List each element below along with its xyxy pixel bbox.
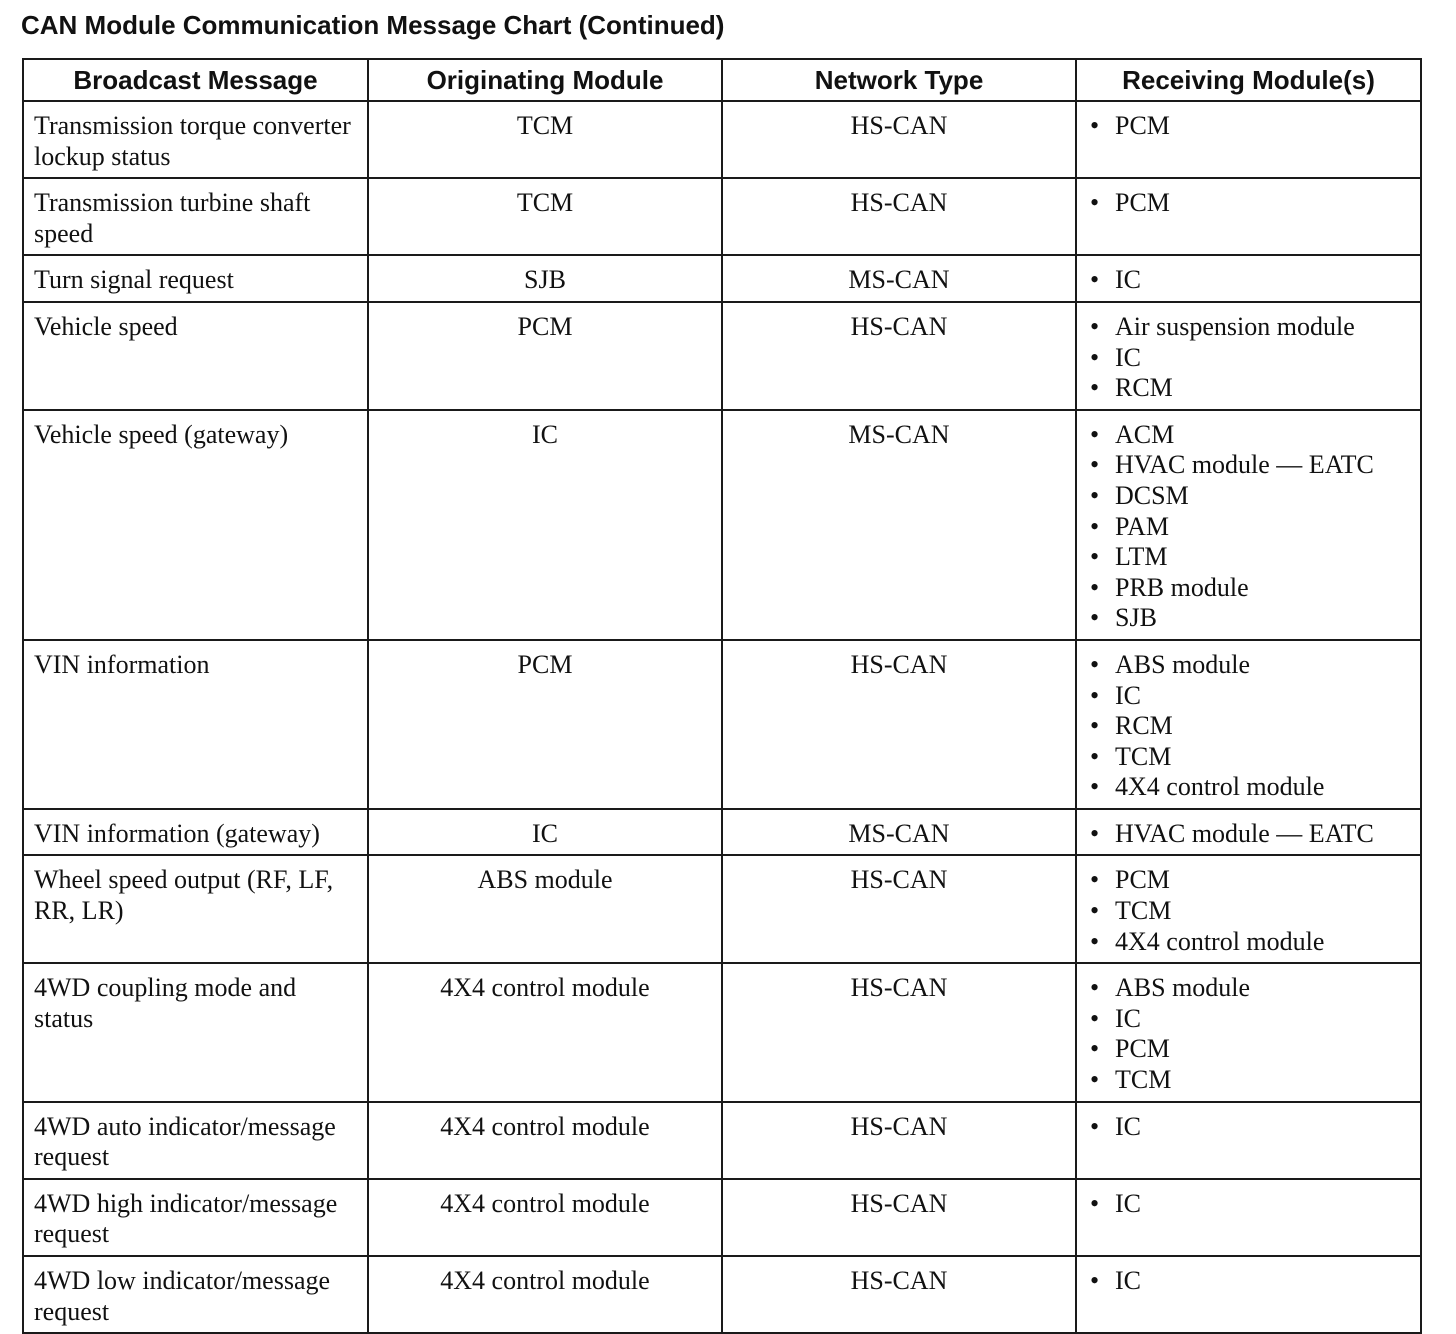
table-header-row [23,59,1421,101]
receiving-module-item: • HVAC module — EATC [1087,819,1410,850]
receiving-module-item: • ABS module [1087,973,1410,1004]
receiving-modules-list [1087,1266,1410,1297]
receiving-module-item: • 4X4 control module [1087,772,1410,803]
originating-module-cell: PCM [368,640,722,809]
receiving-module-item: • IC [1087,681,1410,712]
receiving-module-item: • ABS module [1087,650,1410,681]
originating-module-cell: SJB [368,255,722,302]
receiving-module-item: • IC [1087,1266,1410,1297]
receiving-modules-list [1087,865,1410,957]
table-row [23,963,1421,1101]
originating-module-cell: PCM [368,302,722,410]
broadcast-message-cell: 4WD auto indicator/message request [23,1102,368,1179]
receiving-modules-cell [1076,1179,1421,1256]
receiving-module-item: • SJB [1087,603,1410,634]
receiving-module-item: • IC [1087,1189,1410,1220]
receiving-module-item: • TCM [1087,896,1410,927]
broadcast-message-cell: Transmission turbine shaft speed [23,178,368,255]
network-type-cell: HS-CAN [722,101,1076,178]
receiving-module-item: • IC [1087,265,1410,296]
network-type-cell: HS-CAN [722,855,1076,963]
receiving-module-item: • Air suspension module [1087,312,1410,343]
table-row [23,1179,1421,1256]
receiving-modules-list [1087,188,1410,219]
header-receiving-modules: Receiving Module(s) [1076,59,1421,101]
network-type-cell: HS-CAN [722,302,1076,410]
receiving-modules-list [1087,111,1410,142]
header-network-type: Network Type [722,59,1076,101]
receiving-module-item: • PAM [1087,512,1410,543]
receiving-module-item: • RCM [1087,373,1410,404]
receiving-modules-cell [1076,255,1421,302]
broadcast-message-cell: Turn signal request [23,255,368,302]
receiving-modules-list [1087,420,1410,634]
broadcast-message-cell: 4WD coupling mode and status [23,963,368,1101]
network-type-cell: MS-CAN [722,809,1076,856]
originating-module-cell: 4X4 control module [368,1102,722,1179]
table-row [23,809,1421,856]
receiving-modules-cell [1076,809,1421,856]
originating-module-cell: 4X4 control module [368,963,722,1101]
receiving-module-item: • TCM [1087,1065,1410,1096]
receiving-module-item: • LTM [1087,542,1410,573]
table-row [23,255,1421,302]
table-row [23,855,1421,963]
receiving-module-item: • PRB module [1087,573,1410,604]
network-type-cell: HS-CAN [722,1102,1076,1179]
receiving-module-item: • RCM [1087,711,1410,742]
originating-module-cell: TCM [368,178,722,255]
receiving-modules-cell [1076,178,1421,255]
network-type-cell: HS-CAN [722,1256,1076,1333]
receiving-module-item: • PCM [1087,111,1410,142]
receiving-modules-cell [1076,410,1421,640]
receiving-modules-cell [1076,302,1421,410]
table-row [23,410,1421,640]
receiving-modules-list [1087,973,1410,1095]
header-originating-module: Originating Module [368,59,722,101]
table-row [23,101,1421,178]
broadcast-message-cell: Transmission torque converter lockup status [23,101,368,178]
network-type-cell: HS-CAN [722,640,1076,809]
originating-module-cell: ABS module [368,855,722,963]
broadcast-message-cell: VIN information (gateway) [23,809,368,856]
receiving-module-item: • HVAC module — EATC [1087,450,1410,481]
receiving-modules-list [1087,1112,1410,1143]
receiving-modules-cell [1076,855,1421,963]
broadcast-message-cell: 4WD low indicator/message request [23,1256,368,1333]
broadcast-message-cell: Vehicle speed [23,302,368,410]
network-type-cell: HS-CAN [722,1179,1076,1256]
receiving-module-item: • ACM [1087,420,1410,451]
table-body [23,101,1421,1333]
header-broadcast-message: Broadcast Message [23,59,368,101]
originating-module-cell: 4X4 control module [368,1179,722,1256]
table-row [23,1256,1421,1333]
can-message-table [22,58,1422,1334]
originating-module-cell: IC [368,809,722,856]
receiving-module-item: • IC [1087,1004,1410,1035]
receiving-modules-cell [1076,1256,1421,1333]
receiving-module-item: • DCSM [1087,481,1410,512]
originating-module-cell: 4X4 control module [368,1256,722,1333]
receiving-modules-list [1087,312,1410,404]
table-row [23,178,1421,255]
broadcast-message-cell: 4WD high indicator/message request [23,1179,368,1256]
broadcast-message-cell: Wheel speed output (RF, LF, RR, LR) [23,855,368,963]
originating-module-cell: IC [368,410,722,640]
receiving-modules-list [1087,265,1410,296]
receiving-modules-cell [1076,1102,1421,1179]
receiving-modules-list [1087,819,1410,850]
originating-module-cell: TCM [368,101,722,178]
network-type-cell: HS-CAN [722,963,1076,1101]
broadcast-message-cell: VIN information [23,640,368,809]
receiving-module-item: • PCM [1087,188,1410,219]
receiving-modules-cell [1076,640,1421,809]
receiving-modules-list [1087,1189,1410,1220]
receiving-module-item: • TCM [1087,742,1410,773]
receiving-module-item: • IC [1087,343,1410,374]
receiving-modules-cell [1076,101,1421,178]
broadcast-message-cell: Vehicle speed (gateway) [23,410,368,640]
receiving-module-item: • PCM [1087,865,1410,896]
receiving-modules-list [1087,650,1410,803]
receiving-module-item: • PCM [1087,1034,1410,1065]
table-row [23,302,1421,410]
receiving-module-item: • IC [1087,1112,1410,1143]
receiving-module-item: • 4X4 control module [1087,927,1410,958]
table-row [23,1102,1421,1179]
receiving-modules-cell [1076,963,1421,1101]
table-row [23,640,1421,809]
network-type-cell: HS-CAN [722,178,1076,255]
network-type-cell: MS-CAN [722,255,1076,302]
network-type-cell: MS-CAN [722,410,1076,640]
page-title: CAN Module Communication Message Chart (Continued) [21,10,725,40]
